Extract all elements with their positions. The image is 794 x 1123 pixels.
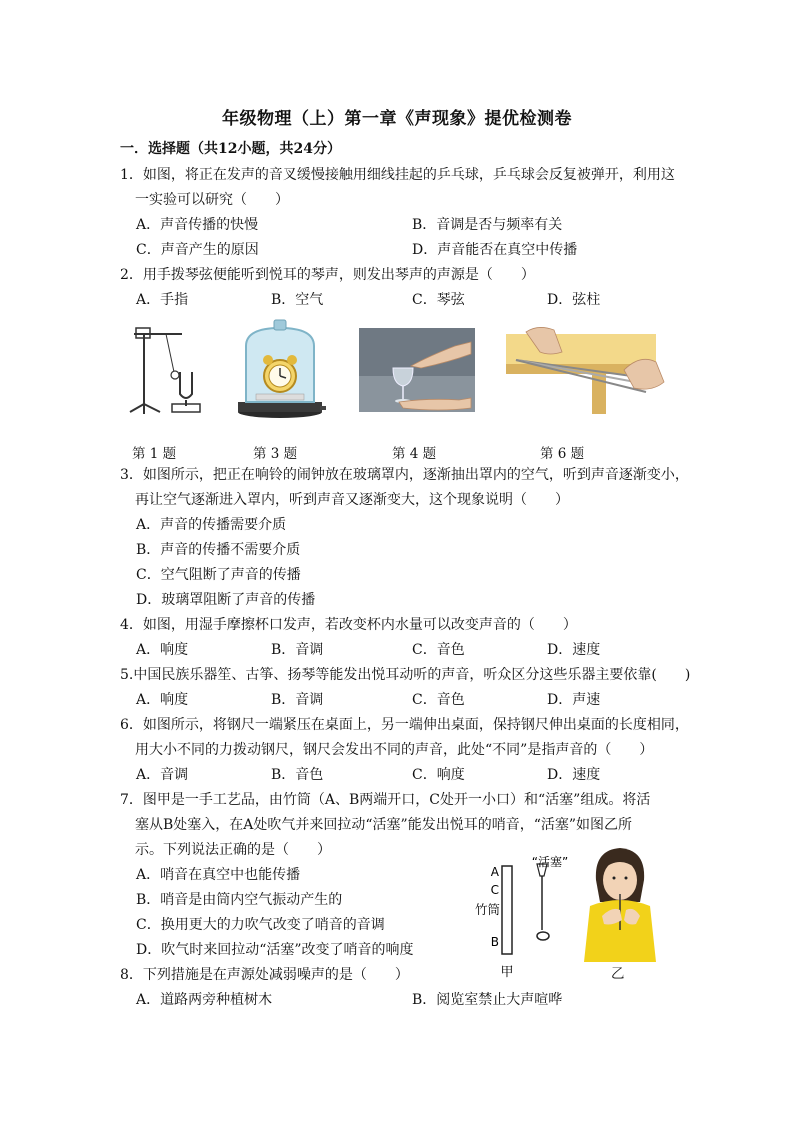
girl-whistle-figure [576, 844, 666, 962]
question-2-option-d: D．弦柱 [547, 292, 601, 308]
question-8-line-1: 8．下列措施是在声源处减弱噪声的是（ ） [120, 967, 409, 983]
question-2-option-b: B．空气 [271, 292, 324, 308]
question-7-option-b: B．哨音是由筒内空气振动产生的 [136, 892, 343, 908]
question-7-line-1: 7．图甲是一手工艺品，由竹筒（A、B两端开口，C处开一小口）和“活塞”组成。将活 [120, 792, 651, 808]
question-5-option-b: B．音调 [271, 692, 324, 708]
question-4-option-b: B．音调 [271, 642, 324, 658]
label-c: C [490, 883, 499, 897]
bamboo-tube-figure [474, 855, 590, 982]
question-5-option-a: A．响度 [136, 692, 189, 708]
question-1-option-d: D．声音能否在真空中传播 [412, 242, 578, 258]
question-1-line-1: 1．如图，将正在发声的音叉缓慢接触用细线挂起的乒乓球，乒乓球会反复被弹开，利用这 [120, 167, 675, 183]
question-5-option-d: D．声速 [547, 692, 601, 708]
question-7-option-d: D．吹气时来回拉动“活塞”改变了哨音的响度 [136, 942, 414, 958]
label-a: A [490, 865, 499, 879]
question-2-option-a: A．手指 [136, 292, 189, 308]
steel-ruler-figure [506, 322, 666, 416]
figure-caption-q1: 第 1 题 [132, 446, 177, 462]
question-7-line-2: 塞从B处塞入，在A处吹气并来回拉动“活塞”能发出悦耳的哨音，“活塞”如图乙所 [135, 817, 633, 833]
label-b: B [490, 935, 499, 949]
question-4-option-a: A．响度 [136, 642, 189, 658]
question-5-option-c: C．音色 [412, 692, 465, 708]
question-6-option-a: A．音调 [136, 767, 189, 783]
question-3-line-1: 3．如图所示，把正在响铃的闹钟放在玻璃罩内，逐渐抽出罩内的空气，听到声音逐渐变小， [120, 467, 689, 483]
question-2-line-1: 2．用手拨琴弦便能听到悦耳的琴声，则发出琴声的声源是（ ） [120, 267, 535, 283]
question-7-line-3: 示。下列说法正确的是（ ） [135, 842, 331, 858]
wine-glass-figure [359, 328, 475, 412]
question-3-option-b: B．声音的传播不需要介质 [136, 542, 301, 558]
question-7-option-a: A．哨音在真空中也能传播 [136, 867, 301, 883]
question-1-line-2: 一实验可以研究（ ） [135, 192, 289, 208]
question-6-option-d: D．速度 [547, 767, 601, 783]
question-1-option-c: C．声音产生的原因 [136, 242, 259, 258]
question-1-option-a: A．声音传播的快慢 [136, 217, 259, 233]
question-4-line-1: 4．如图，用湿手摩擦杯口发声，若改变杯内水量可以改变声音的（ ） [120, 617, 577, 633]
question-3-option-c: C．空气阻断了声音的传播 [136, 567, 301, 583]
question-8-option-a: A．道路两旁种植树木 [136, 992, 273, 1008]
question-3-option-a: A．声音的传播需要介质 [136, 517, 287, 533]
question-4-option-c: C．音色 [412, 642, 465, 658]
question-6-line-1: 6．如图所示，将钢尺一端紧压在桌面上，另一端伸出桌面，保持钢尺伸出桌面的长度相同， [120, 717, 689, 733]
figure-caption-q4: 第 4 题 [392, 446, 437, 462]
question-3-line-2: 再让空气逐渐进入罩内，听到声音又逐渐变大，这个现象说明（ ） [135, 492, 569, 508]
label-tube: 竹筒 [474, 902, 500, 917]
question-8-option-b: B．阅览室禁止大声喧哗 [412, 992, 563, 1008]
question-7-option-c: C．换用更大的力吹气改变了哨音的音调 [136, 917, 385, 933]
bell-jar-figure [234, 316, 326, 420]
question-6-option-b: B．音色 [271, 767, 324, 783]
question-3-option-d: D．玻璃罩阻断了声音的传播 [136, 592, 316, 608]
caption-jia: 甲 [500, 965, 514, 980]
figure-caption-q3: 第 3 题 [253, 446, 298, 462]
question-6-line-2: 用大小不同的力拨动钢尺，钢尺会发出不同的声音，此处“不同”是指声音的（ ） [135, 742, 654, 758]
question-2-option-c: C．琴弦 [412, 292, 465, 308]
exam-title: 年级物理（上）第一章《声现象》提优检测卷 [222, 109, 572, 129]
caption-yi: 乙 [611, 966, 625, 982]
section-heading: 一．选择题（共12小题，共24分） [120, 141, 341, 157]
question-4-option-d: D．速度 [547, 642, 601, 658]
figure-caption-q6: 第 6 题 [540, 446, 585, 462]
question-6-option-c: C．响度 [412, 767, 465, 783]
question-1-option-b: B．音调是否与频率有关 [412, 217, 563, 233]
label-piston: “活塞” [531, 855, 569, 869]
question-5-line-1: 5.中国民族乐器笙、古筝、扬琴等能发出悦耳动听的声音，听众区分这些乐器主要依靠( ) [120, 667, 691, 683]
tuning-fork-figure [122, 322, 214, 418]
